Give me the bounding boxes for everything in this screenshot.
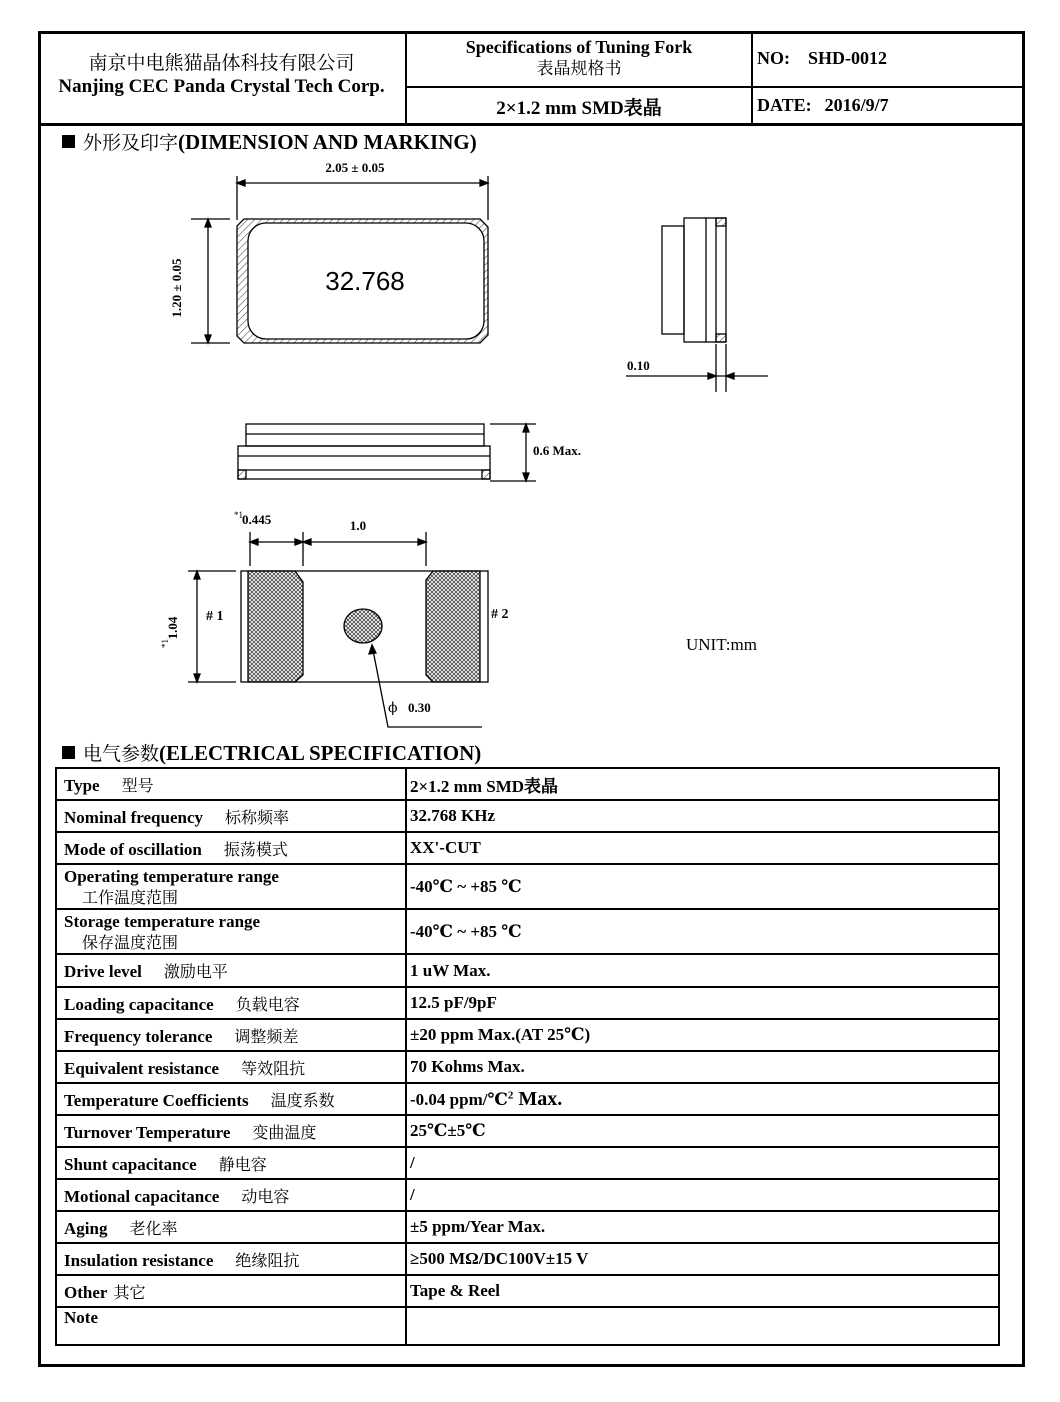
spec-value: ±20 ppm Max.(AT 25℃) <box>410 1025 591 1044</box>
spec-value-cell <box>406 864 999 909</box>
table-row <box>56 800 999 832</box>
spec-value: 1 uW Max. <box>410 960 491 980</box>
table-row <box>56 1211 999 1243</box>
spec-value-cell <box>406 954 999 987</box>
pad-gap-dimension: 1.0 <box>349 518 367 533</box>
spec-parameter-cn: 静电容 <box>218 1154 267 1174</box>
doc-number: NO: SHD-0012 <box>757 48 888 68</box>
spec-value-cell <box>406 832 999 864</box>
spec-parameter-cell <box>56 1179 406 1211</box>
spec-parameter-cell <box>56 987 406 1019</box>
spec-parameter-en: Drive level <box>64 962 142 981</box>
spec-parameter-cn: 振荡模式 <box>223 839 288 859</box>
spec-parameter-cn: 其它 <box>113 1282 146 1302</box>
marking-text: 32.768 <box>325 266 405 296</box>
table-row <box>56 1115 999 1147</box>
spec-value: / <box>410 1153 415 1172</box>
spec-value-cell <box>406 1051 999 1083</box>
spec-parameter-cn: 保存温度范围 <box>82 932 179 952</box>
table-row <box>56 1179 999 1211</box>
spec-value-cell <box>406 768 999 800</box>
height-dimension: 0.6 Max. <box>533 443 582 458</box>
doc-subtitle: 2×1.2 mm SMD表晶 <box>496 98 662 119</box>
spec-parameter-cell <box>56 954 406 987</box>
table-row <box>56 909 999 954</box>
dot-phi-symbol: ϕ <box>388 700 398 716</box>
spec-value-cell <box>406 1179 999 1211</box>
spec-parameter-en: Equivalent resistance <box>64 1058 220 1078</box>
spec-value: / <box>410 1185 415 1204</box>
spec-value-cell <box>406 909 999 954</box>
doc-title-en: Specifications of Tuning Fork <box>465 37 693 57</box>
spec-parameter-cell <box>56 1275 406 1307</box>
table-row <box>56 1275 999 1307</box>
company-name-en: Nanjing CEC Panda Crystal Tech Corp. <box>58 76 385 97</box>
spec-parameter-cn: 负载电容 <box>235 994 300 1014</box>
spec-value: 32.768 KHz <box>410 806 495 825</box>
spec-parameter-cell <box>56 800 406 832</box>
spec-parameter-en: Loading capacitance <box>64 994 214 1014</box>
spec-value: ≥500 MΩ/DC100V±15 V <box>410 1249 589 1268</box>
pad-width-note-mark: *1 <box>234 510 243 520</box>
profile-view <box>238 424 536 481</box>
spec-value: 25℃±5℃ <box>410 1121 486 1140</box>
spec-value-cell <box>406 987 999 1019</box>
table-row <box>56 768 999 800</box>
spec-parameter-en: Shunt capacitance <box>64 1154 197 1174</box>
spec-value: -0.04 ppm/℃ <box>410 1089 508 1109</box>
spec-parameter-cn: 绝缘阻抗 <box>235 1250 300 1270</box>
spec-parameter-cell <box>56 1211 406 1243</box>
doc-title-cn: 表晶规格书 <box>536 59 622 79</box>
unit-label: UNIT:mm <box>686 635 757 654</box>
spec-parameter-cn: 温度系数 <box>270 1090 335 1110</box>
spec-value-cell <box>406 1019 999 1051</box>
spec-value-cell <box>406 1115 999 1147</box>
spec-parameter-cell <box>56 1243 406 1275</box>
bottom-pad-view <box>188 532 488 727</box>
spec-value-suffix: Max. <box>513 1087 563 1110</box>
spec-parameter-en: Other <box>64 1282 108 1302</box>
spec-parameter-cn: 标称频率 <box>225 807 290 827</box>
spec-parameter-cn: 老化率 <box>129 1218 178 1238</box>
spec-parameter-en: Turnover Temperature <box>64 1122 231 1142</box>
spec-value: 12.5 pF/9pF <box>410 993 497 1012</box>
spec-parameter-cell <box>56 1083 406 1115</box>
spec-value: -40℃ ~ +85 ℃ <box>410 876 522 896</box>
spec-parameter-cell <box>56 1115 406 1147</box>
table-row <box>56 1083 999 1115</box>
spec-parameter-en: Frequency tolerance <box>64 1026 213 1046</box>
side-thickness-dimension: 0.10 <box>627 358 650 373</box>
spec-value-cell <box>406 1275 999 1307</box>
pad-height-dimension: 1.04 <box>165 616 180 640</box>
table-row <box>56 1147 999 1179</box>
spec-parameter-cn: 动电容 <box>241 1186 290 1206</box>
dimension-section-title: 外形及印字(DIMENSION AND MARKING) <box>62 128 477 155</box>
spec-parameter-en: Nominal frequency <box>64 807 203 827</box>
pad-width-dimension: 0.445 <box>242 512 272 527</box>
spec-parameter-en: Storage temperature range <box>64 911 261 931</box>
spec-parameter-cn: 调整频差 <box>234 1026 299 1046</box>
dot-diameter-dimension: 0.30 <box>408 700 431 715</box>
pad1-label: # 1 <box>206 609 224 624</box>
spec-parameter-en: Aging <box>64 1218 108 1238</box>
pad-height-note-mark: *1 <box>160 639 170 648</box>
spec-parameter-en: Note <box>64 1308 98 1327</box>
table-row <box>56 1051 999 1083</box>
spec-parameter-cell <box>56 1019 406 1051</box>
spec-value: 2×1.2 mm SMD表晶 <box>410 776 559 796</box>
electrical-spec-table <box>55 767 1000 1346</box>
spec-parameter-cell <box>56 864 406 909</box>
spec-parameter-cell <box>56 1307 406 1345</box>
table-row <box>56 832 999 864</box>
spec-value: ±5 ppm/Year Max. <box>410 1217 546 1236</box>
spec-parameter-cell <box>56 1147 406 1179</box>
spec-value-cell <box>406 1307 999 1345</box>
table-row <box>56 1243 999 1275</box>
spec-parameter-cell <box>56 768 406 800</box>
table-row <box>56 1307 999 1345</box>
spec-value-cell <box>406 1211 999 1243</box>
spec-value-cell <box>406 800 999 832</box>
spec-parameter-cn: 变曲温度 <box>252 1122 317 1142</box>
spec-value-cell <box>406 1243 999 1275</box>
spec-parameter-cell <box>56 832 406 864</box>
electrical-section-title: 电气参数(ELECTRICAL SPECIFICATION) <box>62 739 481 766</box>
spec-parameter-cell <box>56 1051 406 1083</box>
length-dimension: 2.05 ± 0.05 <box>325 160 385 175</box>
pad2-label: # 2 <box>491 607 509 622</box>
width-dimension: 1.20 ± 0.05 <box>169 258 184 318</box>
spec-parameter-cn: 型号 <box>121 775 154 795</box>
table-row <box>56 954 999 987</box>
spec-value-cell <box>406 1147 999 1179</box>
top-view <box>191 176 488 343</box>
spec-value: -40℃ ~ +85 ℃ <box>410 921 522 941</box>
spec-parameter-en: Motional capacitance <box>64 1186 220 1206</box>
spec-parameter-en: Temperature Coefficients <box>64 1090 249 1110</box>
spec-value: 70 Kohms Max. <box>410 1057 525 1076</box>
spec-parameter-en: Type <box>64 775 100 795</box>
spec-value-superscript: 2 <box>507 1088 514 1101</box>
spec-parameter-en: Mode of oscillation <box>64 839 202 859</box>
table-row <box>56 864 999 909</box>
spec-parameter-en: Insulation resistance <box>64 1250 214 1270</box>
doc-date: DATE: 2016/9/7 <box>757 95 889 115</box>
spec-value-cell <box>406 1083 999 1115</box>
spec-parameter-en: Operating temperature range <box>64 866 279 886</box>
spec-value: Tape & Reel <box>410 1281 501 1300</box>
company-name-cn: 南京中电熊猫晶体科技有限公司 <box>88 52 355 74</box>
spec-parameter-cn: 工作温度范围 <box>82 887 179 907</box>
table-row <box>56 987 999 1019</box>
table-row <box>56 1019 999 1051</box>
spec-value: XX'-CUT <box>410 838 481 857</box>
spec-parameter-cn: 激励电平 <box>163 962 228 981</box>
spec-parameter-cn: 等效阻抗 <box>241 1058 306 1078</box>
spec-parameter-cell <box>56 909 406 954</box>
